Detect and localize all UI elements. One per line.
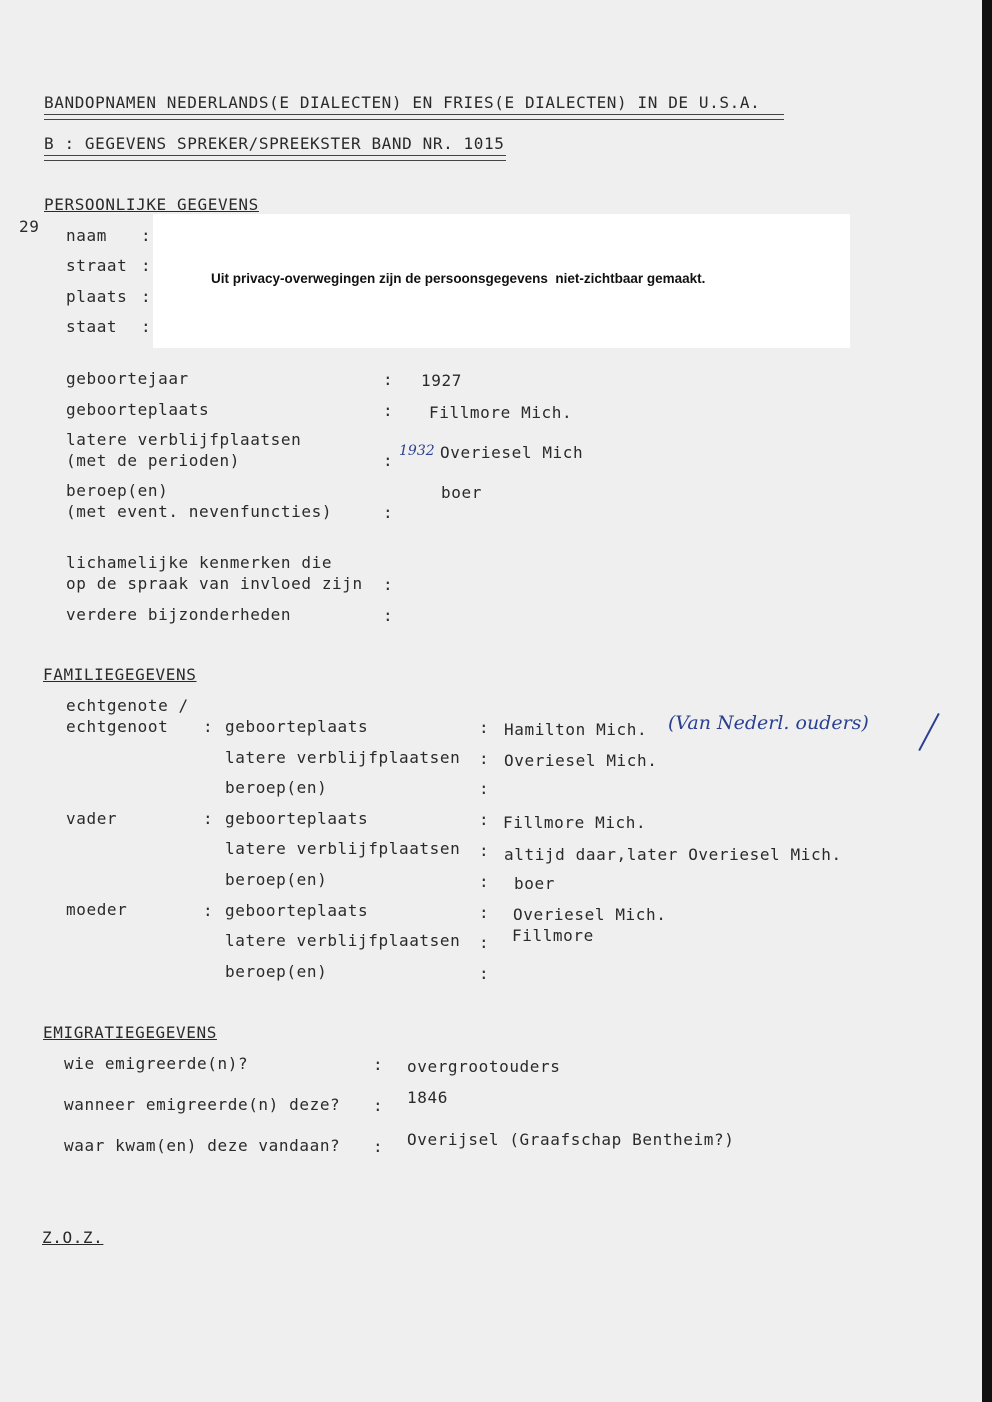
vader-latere-value: altijd daar,later Overiesel Mich.: [504, 845, 842, 864]
naam-label: naam: [66, 226, 107, 245]
vader-geboorteplaats-colon: :: [203, 809, 214, 828]
geboorteplaats-colon: :: [383, 401, 394, 420]
straat-label: straat: [66, 256, 128, 275]
geboortejaar-label: geboortejaar: [66, 369, 189, 388]
spouse-latere-colon: :: [479, 749, 490, 768]
vader-geboorteplaats-colon-2: :: [479, 810, 490, 829]
vader-label: vader: [66, 809, 118, 828]
beroep-label-2: (met event. nevenfuncties): [66, 502, 333, 521]
spouse-beroep-label: beroep(en): [225, 778, 328, 797]
privacy-notice: Uit privacy-overwegingen zijn de persoonsgegevens niet-zichtbaar gemaakt.: [211, 271, 706, 286]
beroep-value: boer: [441, 483, 482, 502]
zoz-footer: Z.O.Z.: [42, 1228, 104, 1247]
naam-colon: :: [141, 226, 152, 245]
beroep-label-1: beroep(en): [66, 481, 169, 500]
vader-geboorteplaats-value: Fillmore Mich.: [503, 813, 647, 832]
geboortejaar-value: 1927: [421, 371, 462, 390]
moeder-beroep-label: beroep(en): [225, 962, 328, 981]
plaats-label: plaats: [66, 287, 128, 306]
latere-value: Overiesel Mich: [440, 443, 584, 462]
spouse-label-1: echtgenote /: [66, 696, 189, 715]
spouse-latere-value: Overiesel Mich.: [504, 751, 658, 770]
wanneer-value: 1846: [407, 1088, 448, 1107]
spouse-geboorteplaats-value: Hamilton Mich.: [504, 720, 648, 739]
document-subtitle: B : GEGEVENS SPREKER/SPREEKSTER BAND NR. 1015: [44, 134, 505, 153]
moeder-geboorteplaats-label: geboorteplaats: [225, 901, 369, 920]
wanneer-label: wanneer emigreerde(n) deze?: [64, 1095, 341, 1114]
staat-colon: :: [141, 317, 152, 336]
vader-latere-label: latere verblijfplaatsen: [225, 839, 461, 858]
spouse-geboorteplaats-colon-2: :: [479, 718, 490, 737]
emigration-heading: EMIGRATIEGEGEVENS: [43, 1023, 217, 1042]
spouse-latere-label: latere verblijfplaatsen: [225, 748, 461, 767]
latere-colon: :: [383, 451, 394, 470]
waar-label: waar kwam(en) deze vandaan?: [64, 1136, 341, 1155]
straat-colon: :: [141, 256, 152, 275]
vader-latere-colon: :: [479, 841, 490, 860]
vader-beroep-colon: :: [479, 872, 490, 891]
spouse-beroep-colon: :: [479, 779, 490, 798]
geboorteplaats-value: Fillmore Mich.: [429, 403, 573, 422]
wanneer-colon: :: [373, 1096, 384, 1115]
plaats-colon: :: [141, 287, 152, 306]
spouse-geboorteplaats-colon: :: [203, 717, 214, 736]
handwritten-slash-mark: [918, 713, 939, 751]
moeder-latere-label: latere verblijfplaatsen: [225, 931, 461, 950]
beroep-colon: :: [383, 503, 394, 522]
spouse-handwritten-note: (Van Nederl. ouders): [668, 712, 869, 734]
vader-beroep-label: beroep(en): [225, 870, 328, 889]
lichamelijke-colon: :: [383, 575, 394, 594]
scan-edge: [982, 0, 992, 1402]
geboorteplaats-label: geboorteplaats: [66, 400, 210, 419]
waar-value: Overijsel (Graafschap Bentheim?): [407, 1130, 735, 1149]
vader-beroep-value: boer: [514, 874, 555, 893]
document-title: BANDOPNAMEN NEDERLANDS(E DIALECTEN) EN FRIES(E DIALECTEN) IN DE U.S.A.: [44, 93, 761, 112]
privacy-redaction-box: [153, 214, 850, 348]
latere-label-1: latere verblijfplaatsen: [66, 430, 302, 449]
spouse-label-2: echtgenoot: [66, 717, 169, 736]
moeder-label: moeder: [66, 900, 128, 919]
moeder-beroep-colon: :: [479, 964, 490, 983]
spouse-geboorteplaats-label: geboorteplaats: [225, 717, 369, 736]
lichamelijke-label-2: op de spraak van invloed zijn: [66, 574, 363, 593]
verdere-label: verdere bijzonderheden: [66, 605, 292, 624]
moeder-latere-colon: :: [479, 933, 490, 952]
waar-colon: :: [373, 1137, 384, 1156]
family-heading: FAMILIEGEGEVENS: [43, 665, 197, 684]
margin-number: 29: [19, 217, 40, 236]
title-double-underline: [44, 114, 784, 120]
moeder-latere-value: Fillmore: [512, 926, 594, 945]
latere-handwritten-year: 1932: [399, 443, 435, 459]
latere-label-2: (met de perioden): [66, 451, 240, 470]
subtitle-double-underline: [44, 155, 506, 161]
personal-heading: PERSOONLIJKE GEGEVENS: [44, 195, 259, 214]
lichamelijke-label-1: lichamelijke kenmerken die: [66, 553, 333, 572]
wie-value: overgrootouders: [407, 1057, 561, 1076]
moeder-geboorteplaats-colon-2: :: [479, 903, 490, 922]
wie-label: wie emigreerde(n)?: [64, 1054, 249, 1073]
verdere-colon: :: [383, 606, 394, 625]
moeder-geboorteplaats-value: Overiesel Mich.: [513, 905, 667, 924]
wie-colon: :: [373, 1055, 384, 1074]
vader-geboorteplaats-label: geboorteplaats: [225, 809, 369, 828]
moeder-geboorteplaats-colon: :: [203, 901, 214, 920]
staat-label: staat: [66, 317, 118, 336]
geboortejaar-colon: :: [383, 370, 394, 389]
